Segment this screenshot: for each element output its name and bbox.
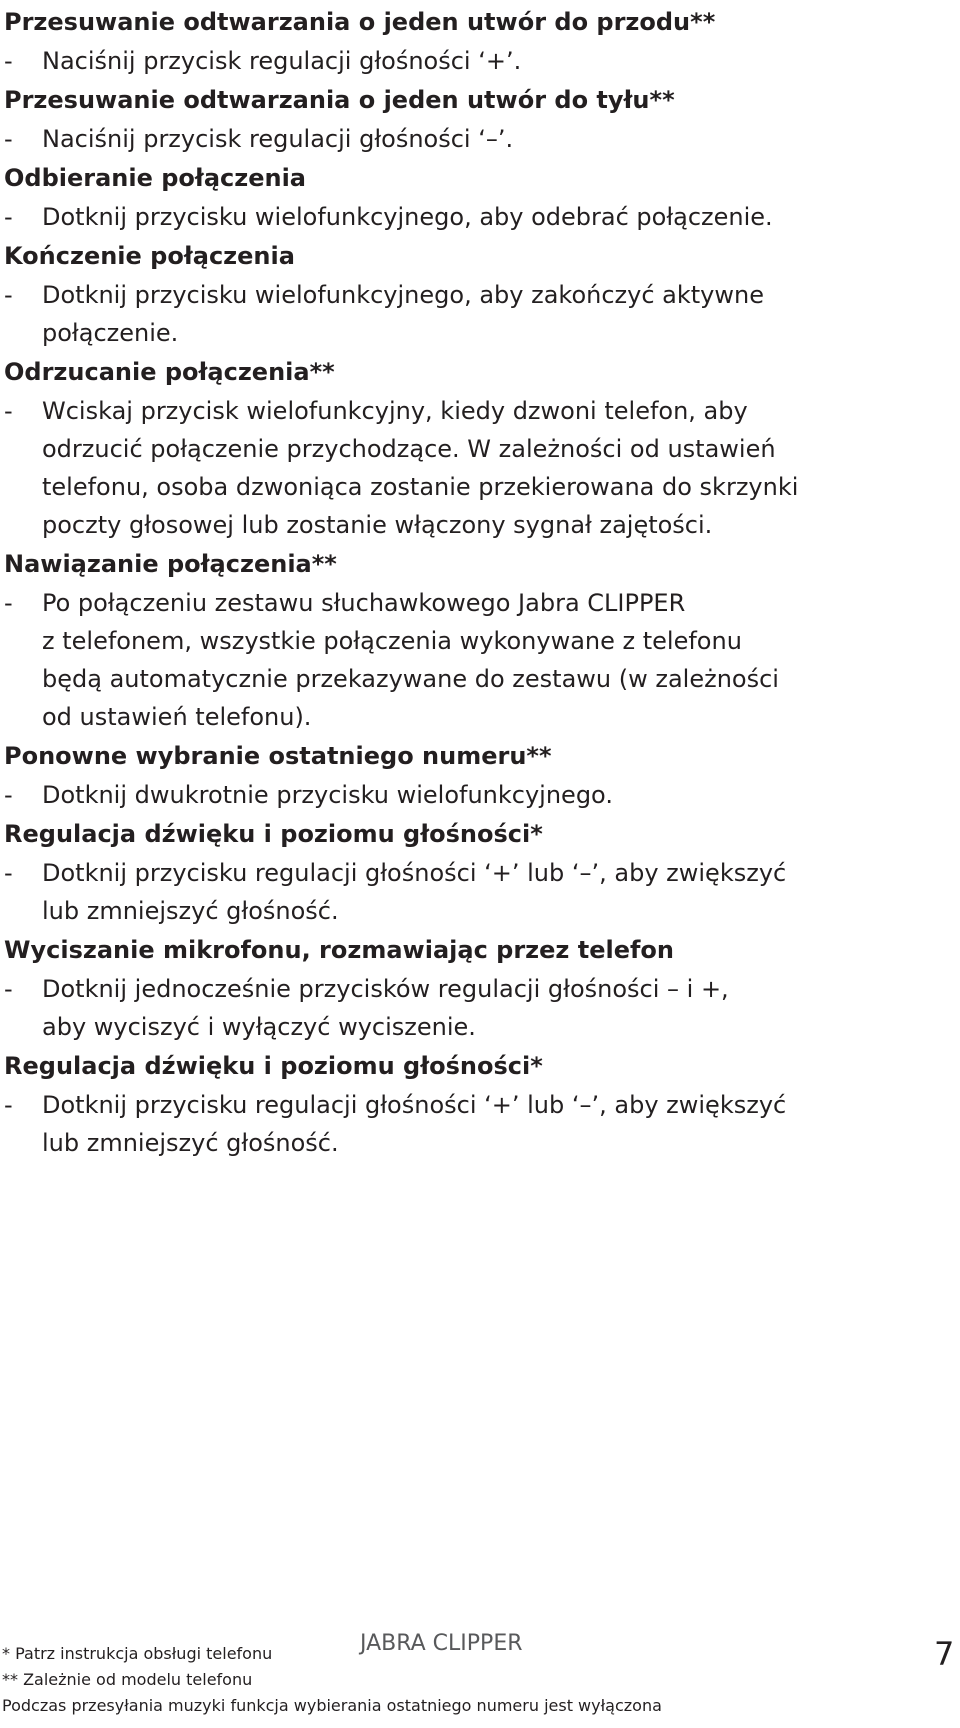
instruction-line: Dotknij dwukrotnie przycisku wielofunkcyjnego. bbox=[42, 781, 613, 809]
instruction-item bbox=[4, 776, 956, 814]
instruction-line: lub zmniejszyć głośność. bbox=[42, 1129, 339, 1157]
section-end-call bbox=[4, 236, 956, 352]
section-mute-microphone bbox=[4, 930, 956, 1046]
product-name: JABRA CLIPPER bbox=[360, 1631, 523, 1656]
section-volume-adjust-repeat bbox=[4, 1046, 956, 1162]
instruction-line: od ustawień telefonu). bbox=[42, 703, 312, 731]
page-number: 7 bbox=[934, 1635, 955, 1673]
section-heading: Wyciszanie mikrofonu, rozmawiając przez telefon bbox=[4, 936, 675, 964]
section-heading: Odrzucanie połączenia** bbox=[4, 358, 335, 386]
instruction-line: poczty głosowej lub zostanie włączony sygnał zajętości. bbox=[42, 511, 713, 539]
instruction-line: Naciśnij przycisk regulacji głośności ‘–’. bbox=[42, 125, 514, 153]
instruction-line: aby wyciszyć i wyłączyć wyciszenie. bbox=[42, 1013, 476, 1041]
bullet-dash: - bbox=[4, 203, 13, 231]
section-previous-track bbox=[4, 80, 956, 158]
page-footer bbox=[0, 1620, 960, 1728]
instruction-item bbox=[4, 120, 956, 158]
instruction-text bbox=[42, 276, 956, 352]
instruction-line: Dotknij przycisku wielofunkcyjnego, aby odebrać połączenie. bbox=[42, 203, 773, 231]
instruction-item bbox=[4, 392, 956, 544]
instruction-item bbox=[4, 584, 956, 736]
instruction-line: Wciskaj przycisk wielofunkcyjny, kiedy dzwoni telefon, aby bbox=[42, 397, 748, 425]
instruction-item bbox=[4, 854, 956, 930]
instruction-line: Dotknij przycisku regulacji głośności ‘+’ lub ‘–’, aby zwiększyć bbox=[42, 859, 787, 887]
bullet-dash: - bbox=[4, 125, 13, 153]
section-heading: Regulacja dźwięku i poziomu głośności* bbox=[4, 820, 543, 848]
section-next-track bbox=[4, 2, 956, 80]
bullet-dash: - bbox=[4, 281, 13, 309]
section-reject-call bbox=[4, 352, 956, 544]
instruction-text bbox=[42, 120, 956, 158]
instruction-item bbox=[4, 276, 956, 352]
bullet-dash: - bbox=[4, 397, 13, 425]
section-volume-adjust bbox=[4, 814, 956, 930]
instruction-line: telefonu, osoba dzwoniąca zostanie przekierowana do skrzynki bbox=[42, 473, 799, 501]
instruction-text bbox=[42, 854, 956, 930]
instruction-item bbox=[4, 42, 956, 80]
section-answer-call bbox=[4, 158, 956, 236]
section-heading: Przesuwanie odtwarzania o jeden utwór do tyłu** bbox=[4, 86, 675, 114]
bullet-dash: - bbox=[4, 47, 13, 75]
instruction-line: Po połączeniu zestawu słuchawkowego Jabra CLIPPER bbox=[42, 589, 686, 617]
bullet-dash: - bbox=[4, 781, 13, 809]
instruction-item bbox=[4, 970, 956, 1046]
instruction-text bbox=[42, 776, 956, 814]
footnote-phone-manual: * Patrz instrukcja obsługi telefonu bbox=[2, 1644, 273, 1663]
instruction-line: Dotknij przycisku wielofunkcyjnego, aby zakończyć aktywne bbox=[42, 281, 764, 309]
section-heading: Odbieranie połączenia bbox=[4, 164, 306, 192]
footnote-redial-disabled: Podczas przesyłania muzyki funkcja wybierania ostatniego numeru jest wyłączona bbox=[2, 1696, 662, 1715]
instruction-text bbox=[42, 970, 956, 1046]
footnote-phone-model: ** Zależnie od modelu telefonu bbox=[2, 1670, 253, 1689]
instruction-line: będą automatycznie przekazywane do zestawu (w zależności bbox=[42, 665, 779, 693]
instruction-line: połączenie. bbox=[42, 319, 179, 347]
instruction-line: odrzucić połączenie przychodzące. W zależności od ustawień bbox=[42, 435, 776, 463]
bullet-dash: - bbox=[4, 859, 13, 887]
instruction-text bbox=[42, 42, 956, 80]
bullet-dash: - bbox=[4, 1091, 13, 1119]
section-heading: Regulacja dźwięku i poziomu głośności* bbox=[4, 1052, 543, 1080]
instruction-text bbox=[42, 584, 956, 736]
section-heading: Kończenie połączenia bbox=[4, 242, 295, 270]
instruction-line: Dotknij przycisku regulacji głośności ‘+’ lub ‘–’, aby zwiększyć bbox=[42, 1091, 787, 1119]
instruction-item bbox=[4, 1086, 956, 1162]
instruction-line: Dotknij jednocześnie przycisków regulacji głośności – i +, bbox=[42, 975, 729, 1003]
section-make-call bbox=[4, 544, 956, 736]
instruction-line: Naciśnij przycisk regulacji głośności ‘+’. bbox=[42, 47, 522, 75]
section-heading: Przesuwanie odtwarzania o jeden utwór do przodu** bbox=[4, 8, 716, 36]
document-body bbox=[4, 2, 956, 1162]
section-heading: Nawiązanie połączenia** bbox=[4, 550, 337, 578]
bullet-dash: - bbox=[4, 975, 13, 1003]
instruction-text bbox=[42, 198, 956, 236]
instruction-text bbox=[42, 392, 956, 544]
section-redial bbox=[4, 736, 956, 814]
section-heading: Ponowne wybranie ostatniego numeru** bbox=[4, 742, 552, 770]
instruction-line: z telefonem, wszystkie połączenia wykonywane z telefonu bbox=[42, 627, 742, 655]
bullet-dash: - bbox=[4, 589, 13, 617]
instruction-item bbox=[4, 198, 956, 236]
instruction-line: lub zmniejszyć głośność. bbox=[42, 897, 339, 925]
instruction-text bbox=[42, 1086, 956, 1162]
